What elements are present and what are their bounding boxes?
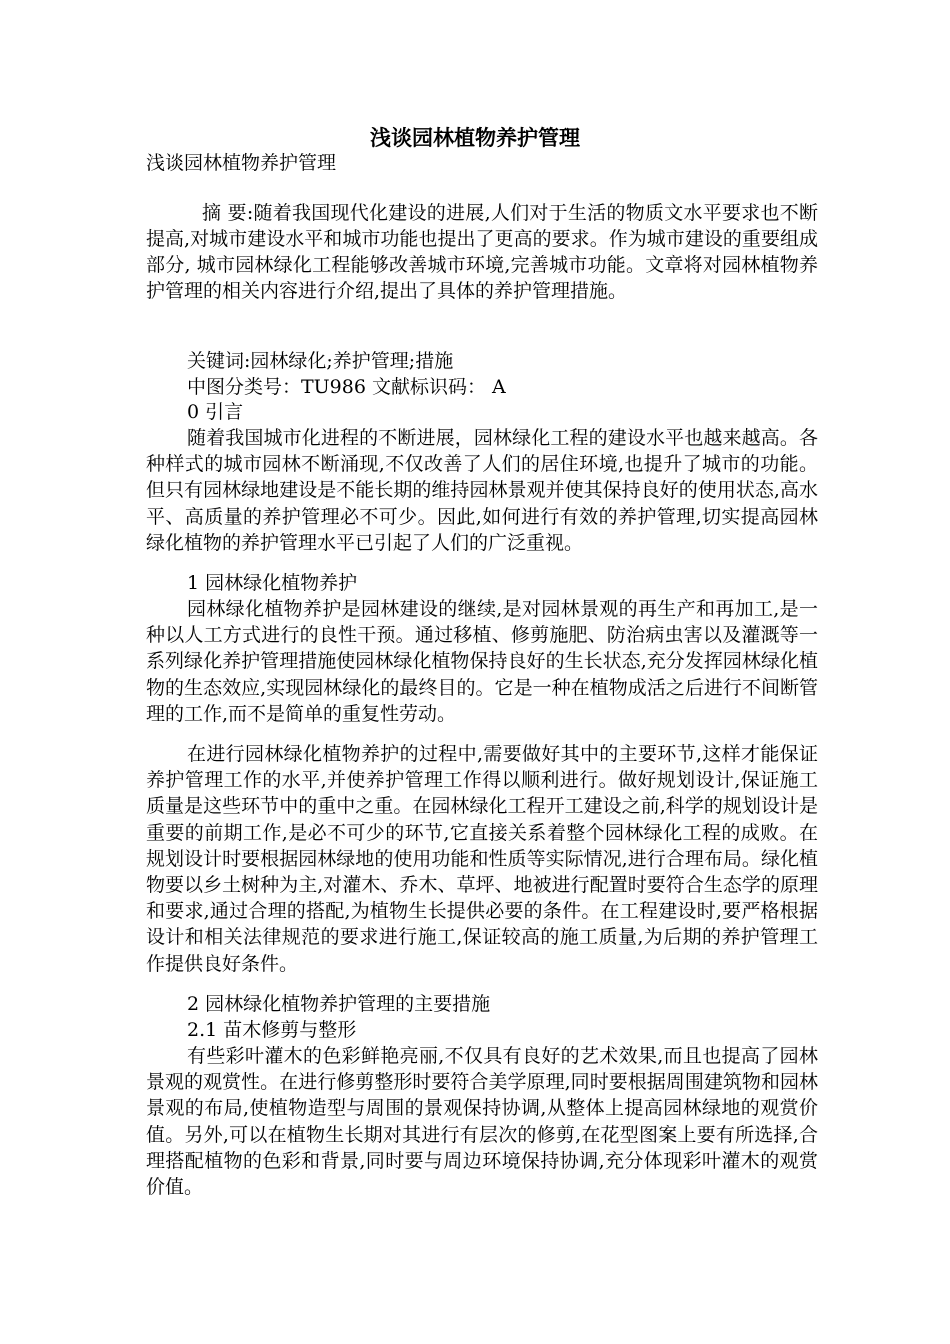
section-heading-2-1: 2.1 苗木修剪与整形 bbox=[187, 1019, 357, 1041]
document-title: 浅谈园林植物养护管理 bbox=[370, 125, 580, 150]
abstract-paragraph: 摘 要:随着我国现代化建设的进展,人们对于生活的物质文水平要求也不断提高,对城市建设水平和城市功能也提出了更高的要求。作为城市建设的重要组成部分, 城市园林绿化工程能够改善城市环境,完善城市功能。文章将对园林植物养护管理的相关内容进行介绍,提出了具体的养护管理措施。 bbox=[146, 202, 818, 302]
section-heading-2: 2 园林绿化植物养护管理的主要措施 bbox=[187, 993, 491, 1015]
section-heading-1: 1 园林绿化植物养护 bbox=[187, 572, 358, 594]
section1-paragraph-1: 园林绿化植物养护是园林建设的继续,是对园林景观的再生产和再加工,是一种以人工方式进行的良性干预。通过移植、修剪施肥、防治病虫害以及灌溉等一系列绿化养护管理措施使园林绿化植物保持良好的生长状态,充分发挥园林绿化植物的生态效应,实现园林绿化的最终目的。它是一种在植物成活之后进行不间断管理的工作,而不是简单的重复性劳动。 bbox=[146, 598, 818, 725]
section1-paragraph-2: 在进行园林绿化植物养护的过程中,需要做好其中的主要环节,这样才能保证养护管理工作的水平,并使养护管理工作得以顺利进行。做好规划设计,保证施工质量是这些环节中的重中之重。在园林绿化工程开工建设之前,科学的规划设计是重要的前期工作,是必不可少的环节,它直接关系着整个园林绿化工程的成败。在规划设计时要根据园林绿地的使用功能和性质等实际情况,进行合理布局。绿化植物要以乡土树种为主,对灌木、乔木、草坪、地被进行配置时要符合生态学的原理和要求,通过合理的搭配,为植物生长提供必要的条件。在工程建设时,要严格根据设计和相关法律规范的要求进行施工,保证较高的施工质量,为后期的养护管理工作提供良好条件。 bbox=[146, 743, 818, 975]
intro-paragraph: 随着我国城市化进程的不断进展，园林绿化工程的建设水平也越来越高。各种样式的城市园林不断涌现,不仅改善了人们的居住环境,也提升了城市的功能。但只有园林绿地建设是不能长期的维持园林景观并使其保持良好的使用状态,高水平、高质量的养护管理必不可少。因此,如何进行有效的养护管理,切实提高园林绿化植物的养护管理水平已引起了人们的广泛重视。 bbox=[146, 427, 818, 554]
classification-line: 中图分类号：TU986 文献标识码： A bbox=[187, 376, 506, 398]
keywords-line: 关键词:园林绿化;养护管理;措施 bbox=[187, 350, 454, 372]
document-subtitle: 浅谈园林植物养护管理 bbox=[146, 152, 337, 174]
section-heading-intro: 0 引言 bbox=[187, 401, 244, 423]
section2-1-paragraph: 有些彩叶灌木的色彩鲜艳亮丽,不仅具有良好的艺术效果,而且也提高了园林景观的观赏性。在进行修剪整形时要符合美学原理,同时要根据周围建筑物和园林景观的布局,使植物造型与周围的景观保持协调,从整体上提高园林绿地的观赏价值。另外,可以在植物生长期对其进行有层次的修剪,在花型图案上要有所选择,合理搭配植物的色彩和背景,同时要与周边环境保持协调,充分体现彩叶灌木的观赏价值。 bbox=[146, 1045, 818, 1199]
